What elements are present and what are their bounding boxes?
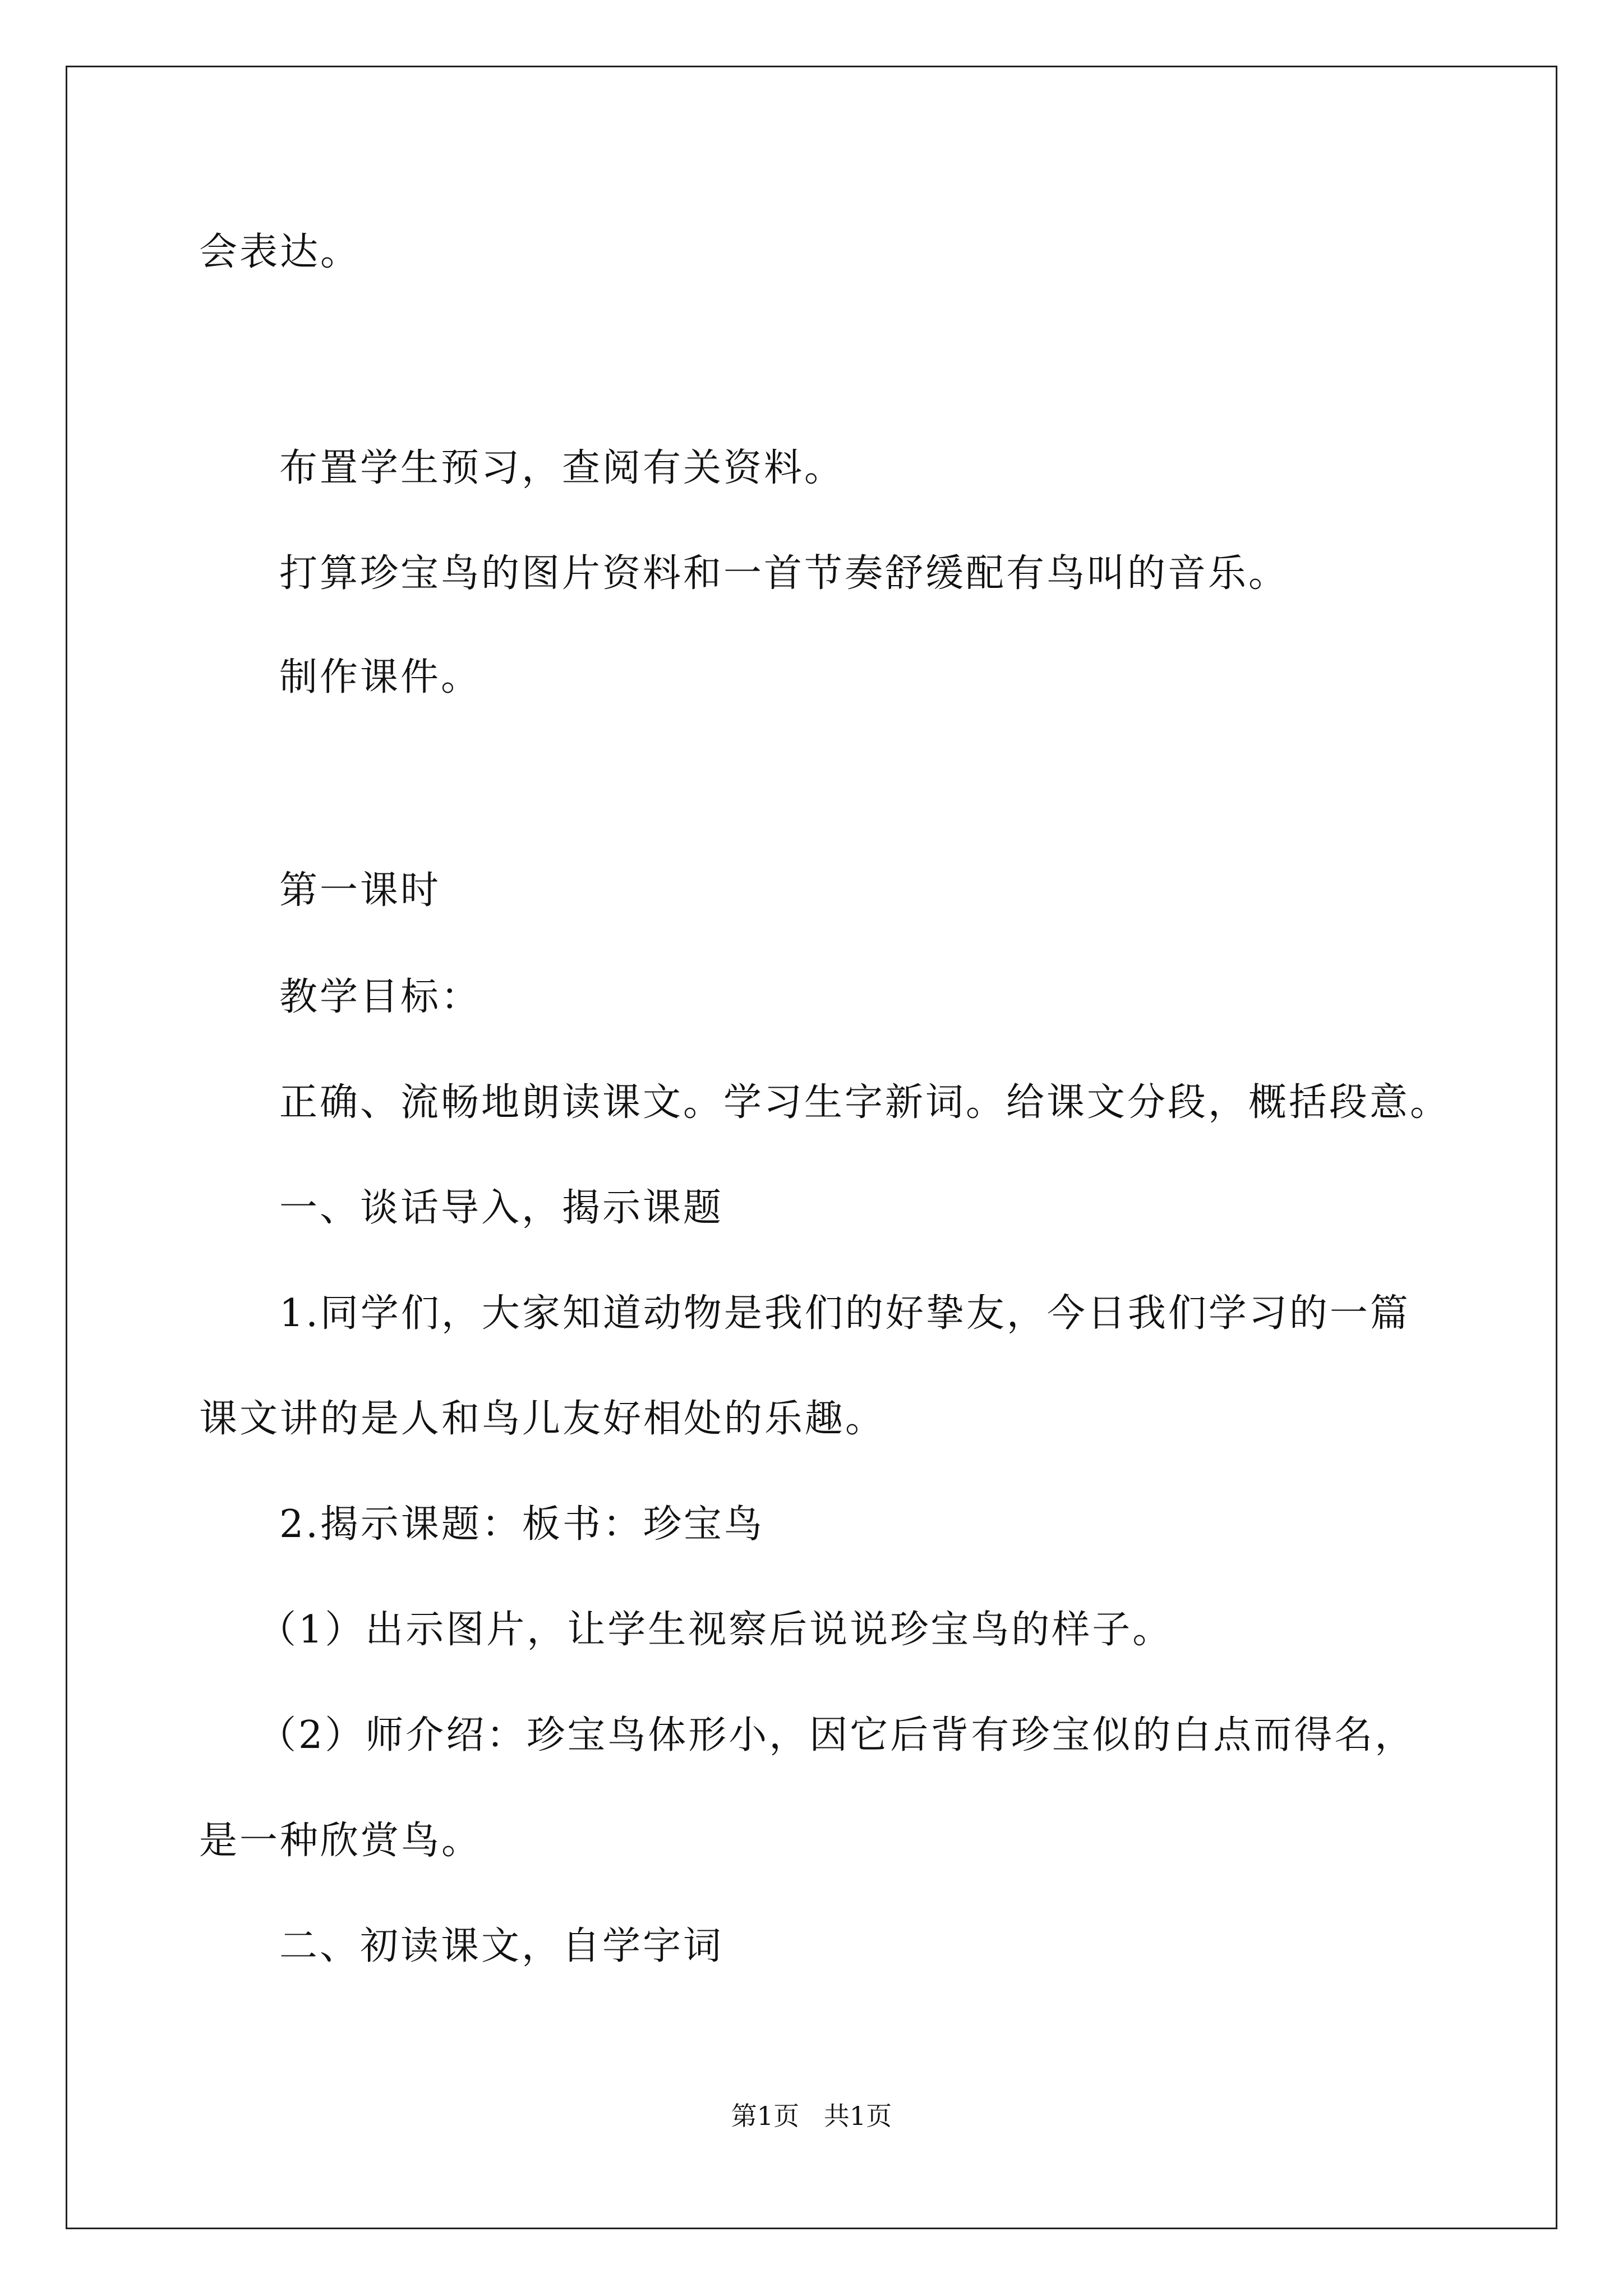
paragraph-line: 制作课件。 — [279, 655, 482, 700]
paragraph-line: 是一种欣赏鸟。 — [199, 1819, 482, 1863]
paragraph-line: 课文讲的是人和鸟儿友好相处的乐趣。 — [199, 1397, 886, 1441]
page-border — [66, 66, 1557, 2229]
paragraph-line: 正确、流畅地朗读课文。学习生字新词。给课文分段，概括段意。 — [279, 1080, 1451, 1125]
paragraph-line: 2.揭示课题：板书：珍宝鸟 — [279, 1502, 764, 1547]
page-number-footer: 第1页 共1页 — [731, 2101, 892, 2131]
paragraph-line: 一、谈话导入，揭示课题 — [279, 1186, 724, 1230]
paragraph-line: （2）师介绍：珍宝鸟体形小，因它后背有珍宝似的白点而得名， — [258, 1713, 1415, 1757]
paragraph-line: 1.同学们，大家知道动物是我们的好挚友，今日我们学习的一篇 — [279, 1291, 1410, 1336]
paragraph-line: 二、初读课文，自学字词 — [279, 1924, 724, 1968]
paragraph-line: 布置学生预习，查阅有关资料。 — [279, 446, 845, 490]
paragraph-line: 教学目标： — [279, 975, 482, 1019]
section-heading: 第一课时 — [279, 868, 441, 913]
paragraph-line: 打算珍宝鸟的图片资料和一首节奏舒缓配有鸟叫的音乐。 — [279, 551, 1289, 596]
paragraph-line: （1）出示图片，让学生视察后说说珍宝鸟的样子。 — [258, 1608, 1173, 1652]
paragraph-line: 会表达。 — [199, 230, 361, 274]
